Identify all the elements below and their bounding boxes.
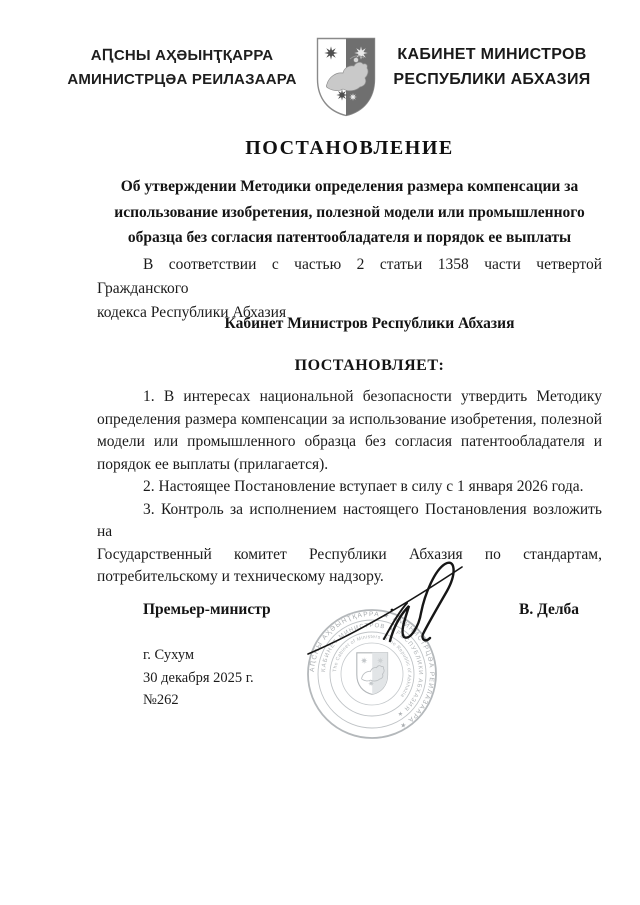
signer-name: В. Делба [519,601,580,618]
legal-basis-line: кодекса Республики Абхазия [97,304,287,321]
seal-middle-text: КАБИНЕТ МИНИСТРОВ ★ РЕСПУБЛИКИ АБХАЗИЯ ★ [321,622,424,718]
item3-line: Государственный комитет Республики Абхазия по стандартам, [97,545,602,563]
item3-line: потребительскому и техническому надзору. [97,568,384,585]
issuance-number: №262 [143,692,179,708]
issuance-details [143,644,254,712]
issuer-heading: Кабинет Министров Республики Абхазия [224,315,515,332]
seal-inner-text: The Cabinet of Ministers of the Republic of Abkhazia [333,634,412,698]
subject-line: использование изобретения, полезной модели или промышленного [114,203,585,221]
seal-outer-text: АԤСНЫ АҲӘЫНҬҚАРРА ★ АМИНИСТРЦӘА РЕИЛАЗААРА ★ [308,610,436,730]
resolves-heading: ПОСТАНОВЛЯЕТ: [294,357,445,374]
item1-line: порядок ее выплаты (прилагается). [97,455,329,473]
letterhead-russian-line2: РЕСПУБЛИКИ АБХАЗИЯ [393,71,591,88]
signer-role: Премьер-министр [143,601,271,618]
issuance-date: 30 декабря 2025 г. [143,669,254,686]
handwritten-signature [288,553,474,665]
letterhead-russian [392,42,592,92]
letterhead-russian-line1: КАБИНЕТ МИНИСТРОВ [397,46,587,63]
item1-line: определения размера компенсации за использование изобретения, полезной [97,410,602,428]
issuance-city: г. Сухум [143,647,195,663]
letterhead-abkhazian-line1: АԤСНЫ АҲӘЫНҬҚАРРА [90,47,274,64]
letterhead-abkhazian-line2: АМИНИСТРЦӘА РЕИЛАЗААРА [67,71,297,88]
document-title: ПОСТАНОВЛЕНИЕ [245,137,454,159]
item1-line: 1. В интересах национальной безопасности утвердить Методику [143,388,602,405]
item2-line: 2. Настоящее Постановление вступает в силу с 1 января 2026 года. [143,478,584,495]
subject-line: Об утверждении Методики определения размера компенсации за [120,178,579,195]
coat-of-arms-icon [316,37,376,119]
legal-basis-line: В соответствии с частью 2 статьи 1358 части четвертой Гражданского [97,256,602,297]
subject-line: образца без согласия патентообладателя и порядок ее выплаты [127,229,572,246]
letterhead-abkhazian [62,44,302,92]
item3-line: 3. Контроль за исполнением настоящего Постановления возложить на [97,500,602,540]
document-subject [97,174,602,251]
item1-line: модели или промышленного образца без согласия патентообладателя и [97,433,602,450]
